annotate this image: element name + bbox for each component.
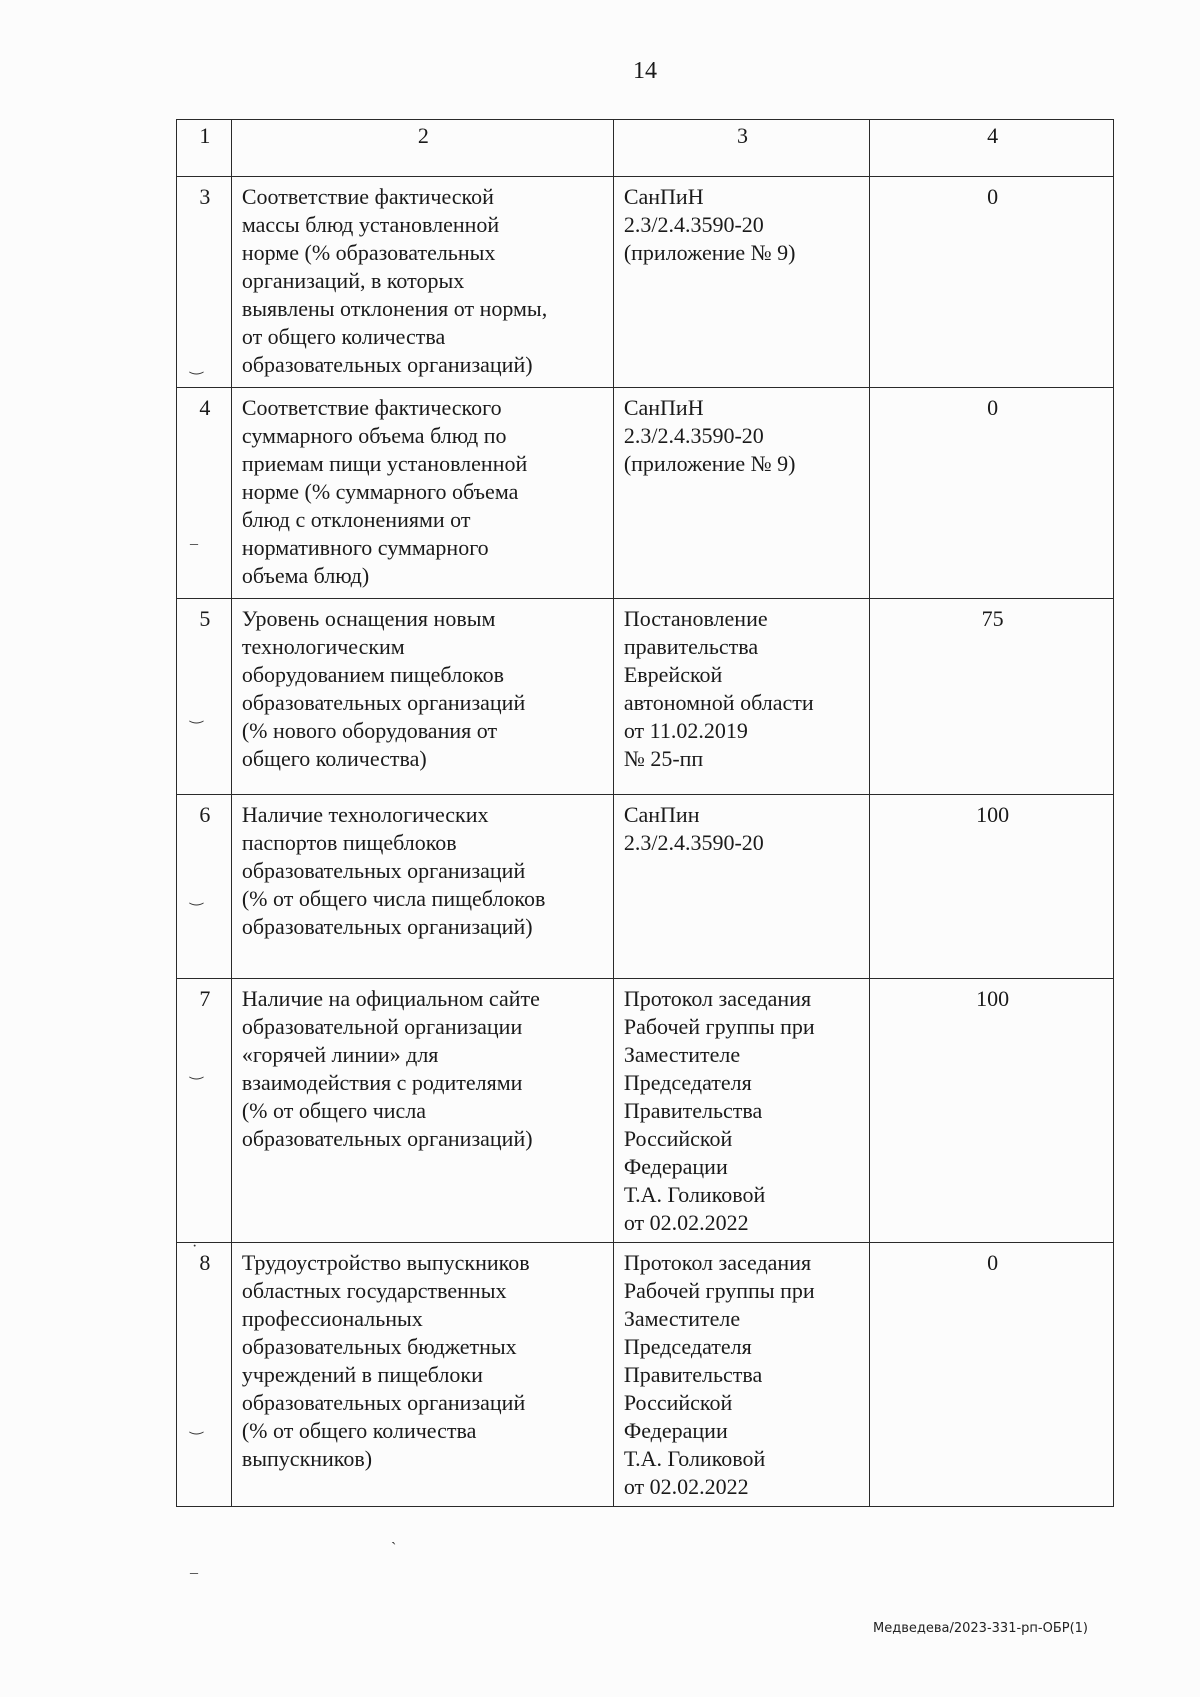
document-code: Медведева/2023-331-рп-ОБР(1) <box>873 1621 1088 1636</box>
table-row <box>177 795 1114 979</box>
value-cell: 0 <box>870 1243 1114 1507</box>
row-number: 6 <box>177 795 232 979</box>
header-cell: 2 <box>231 120 613 177</box>
value-cell: 0 <box>870 388 1114 599</box>
value-cell: 100 <box>870 979 1114 1243</box>
row-number: 4 <box>177 388 232 599</box>
source-cell: СанПиН 2.3/2.4.3590-20 (приложение № 9) <box>613 177 869 388</box>
scan-mark: _ <box>190 530 198 547</box>
scan-mark: _ <box>190 1559 198 1576</box>
source-cell: Протокол заседания Рабочей группы при Заместителе Председателя Правительства Российской Федерации Т.А. Голиковой от 02.02.2022 <box>613 1243 869 1507</box>
table-row <box>177 388 1114 599</box>
row-number: 5 <box>177 599 232 795</box>
scan-mark: ‿ <box>190 358 203 375</box>
indicator-cell: Соответствие фактического суммарного объема блюд по приемам пищи установленной норме (% суммарного объема блюд с отклонениями от нормативного суммарного объема блюд) <box>231 388 613 599</box>
row-number: 3 <box>177 177 232 388</box>
header-cell: 4 <box>870 120 1114 177</box>
scan-mark: ‿ <box>190 1418 203 1435</box>
header-cell: 3 <box>613 120 869 177</box>
table-row <box>177 1243 1114 1507</box>
table-row <box>177 177 1114 388</box>
header-cell: 1 <box>177 120 232 177</box>
scan-mark: ‿ <box>190 707 203 724</box>
source-cell: Протокол заседания Рабочей группы при Заместителе Председателя Правительства Российской Федерации Т.А. Голиковой от 02.02.2022 <box>613 979 869 1243</box>
table-row <box>177 979 1114 1243</box>
indicator-cell: Наличие на официальном сайте образовательной организации «горячей линии» для взаимодействия с родителями (% от общего числа образовательных организаций) <box>231 979 613 1243</box>
table-header-row <box>177 120 1114 177</box>
table-row <box>177 599 1114 795</box>
row-number: 7 <box>177 979 232 1243</box>
source-cell: СанПин 2.3/2.4.3590-20 <box>613 795 869 979</box>
source-cell: Постановление правительства Еврейской автономной области от 11.02.2019 № 25-пп <box>613 599 869 795</box>
value-cell: 0 <box>870 177 1114 388</box>
scan-mark: · <box>192 1238 198 1255</box>
indicators-table <box>176 119 1114 1507</box>
indicator-cell: Уровень оснащения новым технологическим оборудованием пищеблоков образовательных организаций (% нового оборудования от общего количества) <box>231 599 613 795</box>
value-cell: 75 <box>870 599 1114 795</box>
indicator-cell: Трудоустройство выпускников областных государственных профессиональных образовательных бюджетных учреждений в пищеблоки образовательных организаций (% от общего количества выпускников) <box>231 1243 613 1507</box>
source-cell: СанПиН 2.3/2.4.3590-20 (приложение № 9) <box>613 388 869 599</box>
indicator-cell: Наличие технологических паспортов пищеблоков образовательных организаций (% от общего числа пищеблоков образовательных организаций) <box>231 795 613 979</box>
scan-mark: ‿ <box>190 1063 203 1080</box>
page-number: 14 <box>633 58 657 84</box>
scan-mark: ˋ <box>391 1540 397 1557</box>
row-number: 8 <box>177 1243 232 1507</box>
value-cell: 100 <box>870 795 1114 979</box>
indicator-cell: Соответствие фактической массы блюд установленной норме (% образовательных организаций, в которых выявлены отклонения от нормы, от общего количества образовательных организаций) <box>231 177 613 388</box>
scan-mark: ‿ <box>190 889 203 906</box>
